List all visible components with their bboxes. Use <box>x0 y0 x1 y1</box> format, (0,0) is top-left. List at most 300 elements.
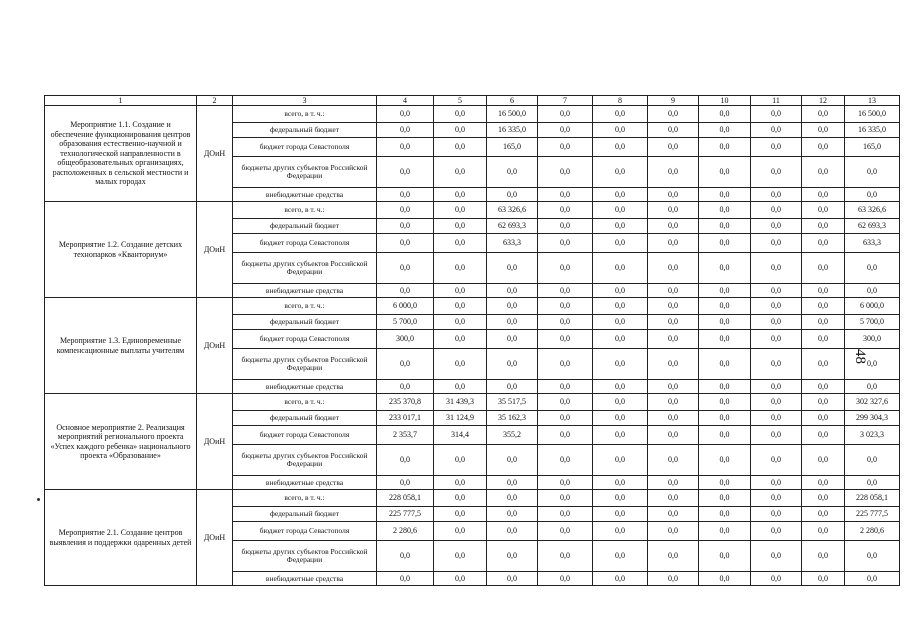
amount-value: 0,0 <box>434 349 487 380</box>
column-number: 7 <box>538 96 593 106</box>
responsible-executor: ДОиН <box>197 394 233 490</box>
activity-description: Мероприятие 1.3. Единовременные компенсационные выплаты учителям <box>45 298 197 394</box>
amount-value: 0,0 <box>593 572 648 586</box>
funding-source: внебюджетные средства <box>233 572 377 586</box>
column-number: 4 <box>377 96 434 106</box>
amount-value: 0,0 <box>434 380 487 394</box>
amount-value: 314,4 <box>434 426 487 445</box>
amount-value: 0,0 <box>802 138 845 157</box>
funding-source: бюджет города Севастополя <box>233 522 377 541</box>
amount-value: 0,0 <box>699 234 751 253</box>
amount-value: 0,0 <box>593 188 648 202</box>
amount-value: 0,0 <box>648 522 699 541</box>
amount-value: 0,0 <box>699 349 751 380</box>
funding-source: бюджет города Севастополя <box>233 234 377 253</box>
total-value: 165,0 <box>845 138 900 157</box>
funding-source: бюджеты других субъектов Российской Федерации <box>233 253 377 284</box>
amount-value: 0,0 <box>434 298 487 315</box>
amount-value: 0,0 <box>538 202 593 219</box>
amount-value: 235 370,8 <box>377 394 434 411</box>
amount-value: 63 326,6 <box>487 202 538 219</box>
amount-value: 0,0 <box>802 188 845 202</box>
amount-value: 0,0 <box>487 284 538 298</box>
amount-value: 0,0 <box>593 330 648 349</box>
amount-value: 0,0 <box>487 476 538 490</box>
amount-value: 0,0 <box>538 138 593 157</box>
amount-value: 0,0 <box>648 315 699 330</box>
funding-source: всего, в т. ч.: <box>233 394 377 411</box>
amount-value: 0,0 <box>802 157 845 188</box>
amount-value: 0,0 <box>648 507 699 522</box>
responsible-executor: ДОиН <box>197 106 233 202</box>
amount-value: 0,0 <box>377 253 434 284</box>
amount-value: 0,0 <box>648 411 699 426</box>
page-number: 48 <box>852 349 868 364</box>
amount-value: 0,0 <box>377 106 434 123</box>
amount-value: 0,0 <box>802 219 845 234</box>
column-number: 8 <box>593 96 648 106</box>
amount-value: 0,0 <box>751 157 802 188</box>
amount-value: 0,0 <box>648 445 699 476</box>
total-value: 0,0 <box>845 572 900 586</box>
amount-value: 0,0 <box>648 234 699 253</box>
amount-value: 0,0 <box>699 411 751 426</box>
amount-value: 0,0 <box>538 522 593 541</box>
amount-value: 0,0 <box>699 202 751 219</box>
total-value: 0,0 <box>845 380 900 394</box>
funding-source: внебюджетные средства <box>233 188 377 202</box>
total-value: 0,0 <box>845 253 900 284</box>
total-value: 0,0 <box>845 541 900 572</box>
amount-value: 0,0 <box>802 298 845 315</box>
amount-value: 0,0 <box>434 445 487 476</box>
amount-value: 0,0 <box>802 394 845 411</box>
amount-value: 0,0 <box>802 411 845 426</box>
funding-source: бюджет города Севастополя <box>233 426 377 445</box>
amount-value: 0,0 <box>751 253 802 284</box>
amount-value: 0,0 <box>802 476 845 490</box>
column-number: 1 <box>45 96 197 106</box>
total-value: 302 327,6 <box>845 394 900 411</box>
funding-source: всего, в т. ч.: <box>233 106 377 123</box>
amount-value: 0,0 <box>648 394 699 411</box>
amount-value: 0,0 <box>487 330 538 349</box>
amount-value: 2 353,7 <box>377 426 434 445</box>
amount-value: 0,0 <box>538 157 593 188</box>
amount-value: 0,0 <box>487 253 538 284</box>
amount-value: 0,0 <box>487 188 538 202</box>
amount-value: 0,0 <box>377 349 434 380</box>
amount-value: 0,0 <box>538 411 593 426</box>
scan-speck <box>37 498 40 501</box>
funding-source: бюджет города Севастополя <box>233 138 377 157</box>
amount-value: 0,0 <box>751 411 802 426</box>
amount-value: 0,0 <box>593 123 648 138</box>
total-value: 6 000,0 <box>845 298 900 315</box>
amount-value: 0,0 <box>434 476 487 490</box>
amount-value: 0,0 <box>434 284 487 298</box>
amount-value: 0,0 <box>802 284 845 298</box>
amount-value: 0,0 <box>487 490 538 507</box>
column-number: 3 <box>233 96 377 106</box>
funding-source: бюджеты других субъектов Российской Федерации <box>233 541 377 572</box>
total-value: 0,0 <box>845 349 900 380</box>
amount-value: 0,0 <box>593 315 648 330</box>
total-value: 16 500,0 <box>845 106 900 123</box>
amount-value: 0,0 <box>377 157 434 188</box>
amount-value: 0,0 <box>648 157 699 188</box>
amount-value: 0,0 <box>377 234 434 253</box>
amount-value: 0,0 <box>648 138 699 157</box>
amount-value: 0,0 <box>699 188 751 202</box>
amount-value: 62 693,3 <box>487 219 538 234</box>
amount-value: 0,0 <box>593 106 648 123</box>
amount-value: 6 000,0 <box>377 298 434 315</box>
amount-value: 633,3 <box>487 234 538 253</box>
amount-value: 0,0 <box>802 445 845 476</box>
amount-value: 0,0 <box>699 330 751 349</box>
total-value: 2 280,6 <box>845 522 900 541</box>
funding-source: федеральный бюджет <box>233 411 377 426</box>
amount-value: 0,0 <box>699 219 751 234</box>
amount-value: 0,0 <box>538 219 593 234</box>
amount-value: 0,0 <box>434 123 487 138</box>
amount-value: 0,0 <box>751 445 802 476</box>
amount-value: 0,0 <box>538 123 593 138</box>
amount-value: 0,0 <box>751 476 802 490</box>
amount-value: 0,0 <box>538 188 593 202</box>
amount-value: 0,0 <box>593 541 648 572</box>
amount-value: 0,0 <box>593 490 648 507</box>
amount-value: 35 517,5 <box>487 394 538 411</box>
amount-value: 0,0 <box>377 202 434 219</box>
amount-value: 0,0 <box>593 298 648 315</box>
total-value: 633,3 <box>845 234 900 253</box>
total-value: 0,0 <box>845 188 900 202</box>
amount-value: 0,0 <box>538 445 593 476</box>
amount-value: 300,0 <box>377 330 434 349</box>
amount-value: 0,0 <box>648 490 699 507</box>
amount-value: 0,0 <box>699 490 751 507</box>
amount-value: 0,0 <box>487 572 538 586</box>
amount-value: 0,0 <box>538 490 593 507</box>
total-value: 62 693,3 <box>845 219 900 234</box>
amount-value: 0,0 <box>802 123 845 138</box>
amount-value: 0,0 <box>593 349 648 380</box>
amount-value: 0,0 <box>434 138 487 157</box>
column-number: 11 <box>751 96 802 106</box>
amount-value: 0,0 <box>751 188 802 202</box>
amount-value: 0,0 <box>487 380 538 394</box>
amount-value: 0,0 <box>648 106 699 123</box>
amount-value: 0,0 <box>802 315 845 330</box>
amount-value: 0,0 <box>802 426 845 445</box>
amount-value: 0,0 <box>593 157 648 188</box>
amount-value: 0,0 <box>593 411 648 426</box>
amount-value: 0,0 <box>802 330 845 349</box>
amount-value: 0,0 <box>434 315 487 330</box>
amount-value: 0,0 <box>538 315 593 330</box>
amount-value: 0,0 <box>434 572 487 586</box>
amount-value: 0,0 <box>434 541 487 572</box>
amount-value: 0,0 <box>377 541 434 572</box>
amount-value: 0,0 <box>648 541 699 572</box>
amount-value: 0,0 <box>538 349 593 380</box>
amount-value: 0,0 <box>434 157 487 188</box>
amount-value: 0,0 <box>434 106 487 123</box>
amount-value: 0,0 <box>751 349 802 380</box>
column-number: 13 <box>845 96 900 106</box>
amount-value: 0,0 <box>802 253 845 284</box>
amount-value: 0,0 <box>487 445 538 476</box>
total-value: 0,0 <box>845 284 900 298</box>
table-row <box>45 106 900 123</box>
amount-value: 0,0 <box>434 202 487 219</box>
amount-value: 0,0 <box>699 123 751 138</box>
column-number: 10 <box>699 96 751 106</box>
table-row <box>45 394 900 411</box>
amount-value: 0,0 <box>593 445 648 476</box>
amount-value: 0,0 <box>751 219 802 234</box>
total-value: 0,0 <box>845 157 900 188</box>
total-value: 5 700,0 <box>845 315 900 330</box>
amount-value: 0,0 <box>487 507 538 522</box>
amount-value: 0,0 <box>434 234 487 253</box>
amount-value: 0,0 <box>377 380 434 394</box>
amount-value: 0,0 <box>699 572 751 586</box>
funding-source: всего, в т. ч.: <box>233 202 377 219</box>
total-value: 300,0 <box>845 330 900 349</box>
funding-source: федеральный бюджет <box>233 219 377 234</box>
column-number-row <box>45 96 900 106</box>
amount-value: 0,0 <box>434 330 487 349</box>
amount-value: 0,0 <box>377 219 434 234</box>
amount-value: 0,0 <box>434 253 487 284</box>
amount-value: 0,0 <box>593 426 648 445</box>
amount-value: 0,0 <box>487 298 538 315</box>
amount-value: 0,0 <box>593 253 648 284</box>
amount-value: 0,0 <box>377 445 434 476</box>
amount-value: 0,0 <box>538 253 593 284</box>
amount-value: 0,0 <box>648 349 699 380</box>
table-row <box>45 202 900 219</box>
amount-value: 0,0 <box>751 572 802 586</box>
amount-value: 0,0 <box>434 490 487 507</box>
amount-value: 0,0 <box>538 426 593 445</box>
amount-value: 0,0 <box>699 157 751 188</box>
amount-value: 0,0 <box>377 123 434 138</box>
amount-value: 225 777,5 <box>377 507 434 522</box>
total-value: 3 023,3 <box>845 426 900 445</box>
amount-value: 0,0 <box>802 106 845 123</box>
amount-value: 0,0 <box>802 541 845 572</box>
funding-source: бюджеты других субъектов Российской Федерации <box>233 445 377 476</box>
amount-value: 0,0 <box>538 572 593 586</box>
amount-value: 0,0 <box>751 123 802 138</box>
amount-value: 0,0 <box>538 507 593 522</box>
amount-value: 0,0 <box>487 315 538 330</box>
funding-source: федеральный бюджет <box>233 123 377 138</box>
activity-description: Мероприятие 2.1. Создание центров выявления и поддержки одаренных детей <box>45 490 197 586</box>
amount-value: 0,0 <box>699 315 751 330</box>
amount-value: 0,0 <box>648 284 699 298</box>
amount-value: 233 017,1 <box>377 411 434 426</box>
amount-value: 0,0 <box>751 394 802 411</box>
funding-source: внебюджетные средства <box>233 380 377 394</box>
funding-source: всего, в т. ч.: <box>233 298 377 315</box>
amount-value: 0,0 <box>593 476 648 490</box>
amount-value: 0,0 <box>648 123 699 138</box>
amount-value: 0,0 <box>699 298 751 315</box>
amount-value: 16 335,0 <box>487 123 538 138</box>
amount-value: 0,0 <box>434 507 487 522</box>
amount-value: 0,0 <box>699 284 751 298</box>
amount-value: 0,0 <box>699 138 751 157</box>
responsible-executor: ДОиН <box>197 490 233 586</box>
amount-value: 0,0 <box>487 349 538 380</box>
amount-value: 228 058,1 <box>377 490 434 507</box>
amount-value: 0,0 <box>648 253 699 284</box>
amount-value: 0,0 <box>751 330 802 349</box>
responsible-executor: ДОиН <box>197 298 233 394</box>
amount-value: 0,0 <box>538 234 593 253</box>
amount-value: 0,0 <box>699 541 751 572</box>
amount-value: 0,0 <box>648 202 699 219</box>
amount-value: 0,0 <box>751 234 802 253</box>
amount-value: 0,0 <box>377 138 434 157</box>
amount-value: 0,0 <box>538 298 593 315</box>
funding-source: федеральный бюджет <box>233 507 377 522</box>
amount-value: 0,0 <box>648 219 699 234</box>
funding-source: внебюджетные средства <box>233 476 377 490</box>
amount-value: 0,0 <box>377 284 434 298</box>
amount-value: 0,0 <box>751 541 802 572</box>
amount-value: 0,0 <box>699 445 751 476</box>
table-row <box>45 490 900 507</box>
funding-source: бюджеты других субъектов Российской Федерации <box>233 349 377 380</box>
amount-value: 0,0 <box>538 284 593 298</box>
amount-value: 0,0 <box>751 380 802 394</box>
amount-value: 0,0 <box>593 284 648 298</box>
amount-value: 0,0 <box>802 380 845 394</box>
amount-value: 0,0 <box>699 253 751 284</box>
total-value: 63 326,6 <box>845 202 900 219</box>
amount-value: 0,0 <box>699 394 751 411</box>
amount-value: 0,0 <box>802 202 845 219</box>
amount-value: 165,0 <box>487 138 538 157</box>
amount-value: 0,0 <box>538 380 593 394</box>
amount-value: 0,0 <box>593 202 648 219</box>
activity-description: Мероприятие 1.2. Создание детских технопарков «Кванториум» <box>45 202 197 298</box>
column-number: 12 <box>802 96 845 106</box>
total-value: 0,0 <box>845 445 900 476</box>
amount-value: 16 500,0 <box>487 106 538 123</box>
amount-value: 0,0 <box>699 106 751 123</box>
funding-source: всего, в т. ч.: <box>233 490 377 507</box>
funding-source: бюджет города Севастополя <box>233 330 377 349</box>
responsible-executor: ДОиН <box>197 202 233 298</box>
amount-value: 0,0 <box>751 426 802 445</box>
total-value: 299 304,3 <box>845 411 900 426</box>
funding-source: федеральный бюджет <box>233 315 377 330</box>
amount-value: 2 280,6 <box>377 522 434 541</box>
amount-value: 0,0 <box>593 380 648 394</box>
funding-source: внебюджетные средства <box>233 284 377 298</box>
amount-value: 0,0 <box>699 426 751 445</box>
amount-value: 0,0 <box>648 426 699 445</box>
amount-value: 0,0 <box>434 219 487 234</box>
column-number: 9 <box>648 96 699 106</box>
amount-value: 0,0 <box>802 490 845 507</box>
amount-value: 0,0 <box>699 522 751 541</box>
amount-value: 0,0 <box>538 106 593 123</box>
amount-value: 0,0 <box>751 138 802 157</box>
activity-description: Основное мероприятие 2. Реализация мероприятий регионального проекта «Успех каждого ребенка» национального проекта «Образование» <box>45 394 197 490</box>
amount-value: 5 700,0 <box>377 315 434 330</box>
amount-value: 31 439,3 <box>434 394 487 411</box>
amount-value: 0,0 <box>699 476 751 490</box>
amount-value: 31 124,9 <box>434 411 487 426</box>
amount-value: 0,0 <box>434 522 487 541</box>
amount-value: 0,0 <box>751 202 802 219</box>
amount-value: 0,0 <box>487 541 538 572</box>
amount-value: 0,0 <box>593 522 648 541</box>
column-number: 6 <box>487 96 538 106</box>
amount-value: 0,0 <box>377 476 434 490</box>
amount-value: 0,0 <box>487 522 538 541</box>
total-value: 228 058,1 <box>845 490 900 507</box>
amount-value: 0,0 <box>802 507 845 522</box>
amount-value: 0,0 <box>538 394 593 411</box>
amount-value: 0,0 <box>593 234 648 253</box>
amount-value: 0,0 <box>751 507 802 522</box>
table-row <box>45 298 900 315</box>
amount-value: 0,0 <box>593 219 648 234</box>
amount-value: 35 162,3 <box>487 411 538 426</box>
amount-value: 0,0 <box>802 522 845 541</box>
column-number: 2 <box>197 96 233 106</box>
total-value: 225 777,5 <box>845 507 900 522</box>
amount-value: 0,0 <box>751 315 802 330</box>
budget-table <box>44 95 900 586</box>
activity-description: Мероприятие 1.1. Создание и обеспечение функционирования центров образования естественно-научной и технологической направленности в общеобразовательных организациях, расположенных в сельской местности и малых городах <box>45 106 197 202</box>
amount-value: 0,0 <box>802 234 845 253</box>
amount-value: 0,0 <box>487 157 538 188</box>
amount-value: 0,0 <box>648 298 699 315</box>
amount-value: 0,0 <box>751 106 802 123</box>
amount-value: 0,0 <box>699 380 751 394</box>
amount-value: 0,0 <box>751 298 802 315</box>
amount-value: 0,0 <box>648 476 699 490</box>
amount-value: 355,2 <box>487 426 538 445</box>
total-value: 16 335,0 <box>845 123 900 138</box>
amount-value: 0,0 <box>699 507 751 522</box>
funding-source: бюджеты других субъектов Российской Федерации <box>233 157 377 188</box>
amount-value: 0,0 <box>648 572 699 586</box>
amount-value: 0,0 <box>648 188 699 202</box>
amount-value: 0,0 <box>593 507 648 522</box>
amount-value: 0,0 <box>377 188 434 202</box>
amount-value: 0,0 <box>751 490 802 507</box>
column-number: 5 <box>434 96 487 106</box>
amount-value: 0,0 <box>751 522 802 541</box>
amount-value: 0,0 <box>593 394 648 411</box>
amount-value: 0,0 <box>538 330 593 349</box>
amount-value: 0,0 <box>802 572 845 586</box>
amount-value: 0,0 <box>751 284 802 298</box>
amount-value: 0,0 <box>648 380 699 394</box>
amount-value: 0,0 <box>648 330 699 349</box>
